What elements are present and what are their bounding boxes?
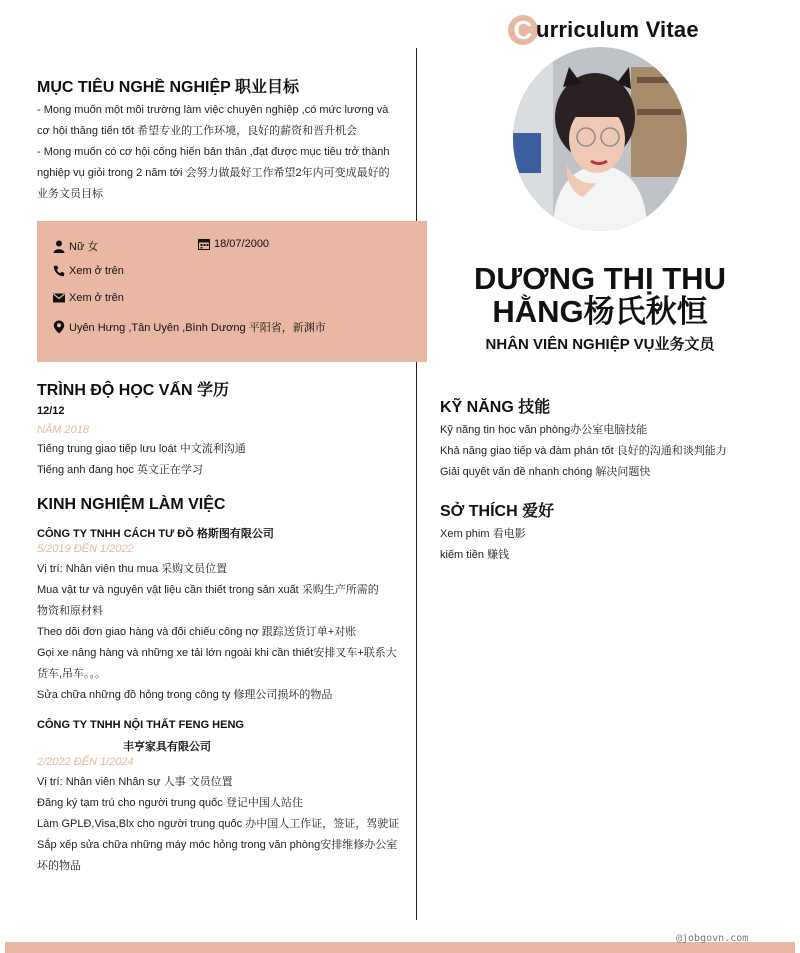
objective-text: [37, 100, 407, 205]
skills-title: KỸ NĂNG 技能: [440, 399, 551, 416]
job-detail-line: Làm GPLĐ,Visa,Blx cho người trung quốc 办中国人工作证，签证，驾驶证: [37, 818, 400, 830]
gender-row: [53, 238, 98, 254]
cv-logo: [508, 14, 699, 46]
calendar-icon: [198, 238, 210, 250]
job-company-line-2: 丰亨家具有限公司: [123, 741, 211, 753]
skill-item: Kỹ năng tin học văn phòng办公室电脑技能: [440, 424, 648, 436]
job-company: CÔNG TY TNHH CÁCH TƯ ĐỒ 格斯图有限公司: [37, 528, 274, 540]
name-block: [440, 262, 760, 354]
objective-line: - Mong muốn một môi trường làm việc chuyên nghiệp ,có mức lương và: [37, 104, 389, 116]
job-detail-line: Vị trí: Nhân viên thu mua 采购文员位置: [37, 563, 228, 575]
job-detail-line: Sửa chữa những đồ hỏng trong công ty 修理公司损坏的物品: [37, 689, 333, 701]
job-details: [37, 772, 407, 877]
job-period: 5/2019 ĐẾN 1/2022: [37, 543, 134, 555]
job-detail-line: 货车,吊车。。。: [37, 668, 107, 680]
profile-photo-illustration: [513, 47, 687, 231]
objective-line: - Mong muốn có cơ hội cống hiến bản thân ,đạt được mục tiêu trở thành: [37, 146, 390, 158]
job-detail-line: Sắp xếp sửa chữa những máy móc hỏng trong văn phòng安排维修办公室: [37, 839, 398, 851]
profile-photo: [513, 47, 687, 231]
address-row: [53, 319, 326, 335]
address-value: Uyên Hưng ,Tân Uyên ,Bình Dương 平阳省，新渊市: [69, 322, 326, 334]
job-details: [37, 559, 407, 706]
birthdate-value: 18/07/2000: [214, 238, 270, 250]
education-title: TRÌNH ĐỘ HỌC VẤN 学历: [37, 382, 230, 399]
cv-logo-text: urriculum Vitae: [536, 17, 699, 42]
phone-value: Xem ở trên: [69, 265, 124, 277]
job-title: NHÂN VIÊN NGHIỆP VỤ业务文员: [485, 336, 715, 353]
personal-info-panel: [37, 221, 427, 362]
objective-line: 业务文员目标: [37, 188, 103, 200]
hobbies-title: SỞ THÍCH 爱好: [440, 503, 555, 520]
objective-line: cơ hội thăng tiến tốt 希望专业的工作环境，良好的薪资和晋升机会: [37, 125, 358, 137]
skill-item: Khả năng giao tiếp và đàm phán tốt 良好的沟通和谈判能力: [440, 445, 727, 457]
email-value: Xem ở trên: [69, 292, 124, 304]
full-name-line-1: DƯƠNG THỊ THU: [474, 261, 726, 296]
skills-list: [440, 420, 780, 483]
hobby-item: kiếm tiền 赚钱: [440, 549, 510, 561]
job-detail-line: Đăng ký tạm trú cho người trung quốc 登记中国人站住: [37, 797, 303, 809]
education-year: NĂM 2018: [37, 424, 89, 436]
gender-value: Nữ 女: [69, 241, 99, 253]
objective-line: nghiệp vụ giỏi trong 2 năm tới 会努力做最好工作希望2年内可变成最好的: [37, 167, 390, 179]
education-item: Tiếng trung giao tiếp lưu loát 中文流利沟通: [37, 443, 246, 455]
column-divider: [416, 48, 417, 920]
job-detail-line: Mua vật tư và nguyên vật liệu cần thiết trong sản xuất 采购生产所需的: [37, 584, 379, 596]
map-pin-icon: [53, 320, 65, 334]
job-company: CÔNG TY TNHH NỘI THẤT FENG HENG: [37, 719, 244, 731]
phone-icon: [53, 265, 65, 277]
education-grade: 12/12: [37, 405, 65, 417]
cv-logo-letter: C: [508, 15, 538, 45]
experience-title: KINH NGHIỆM LÀM VIỆC: [37, 496, 226, 513]
envelope-icon: [53, 293, 65, 303]
person-icon: [53, 240, 65, 253]
job-period: 2/2022 ĐẾN 1/2024: [37, 756, 134, 768]
email-row: [53, 292, 124, 304]
birthdate-row: [198, 238, 269, 250]
objective-title: MỤC TIÊU NGHỀ NGHIỆP 职业目标: [37, 79, 299, 96]
skill-item: Giải quyết vấn đề nhanh chóng 解决问题快: [440, 466, 651, 478]
job-detail-line: 坏的物品: [37, 860, 81, 872]
full-name-line-2: HẰNG杨氏秋恒: [492, 294, 708, 329]
job-detail-line: Vị trí: Nhân viên Nhân sự 人事 文员位置: [37, 776, 233, 788]
job-detail-line: Theo dõi đơn giao hàng và đối chiếu công nợ 跟踪送货订单+对账: [37, 626, 357, 638]
job-detail-line: Gọi xe nâng hàng và những xe tải lớn ngoài khi cần thiết安排叉车+联系大: [37, 647, 397, 659]
job-detail-line: 物资和原材料: [37, 605, 103, 617]
hobbies-list: [440, 524, 740, 566]
watermark: @jobgovn.com: [676, 933, 749, 944]
phone-row: [53, 265, 124, 277]
education-item: Tiếng anh đang học 英文正在学习: [37, 464, 203, 476]
hobby-item: Xem phim 看电影: [440, 528, 526, 540]
